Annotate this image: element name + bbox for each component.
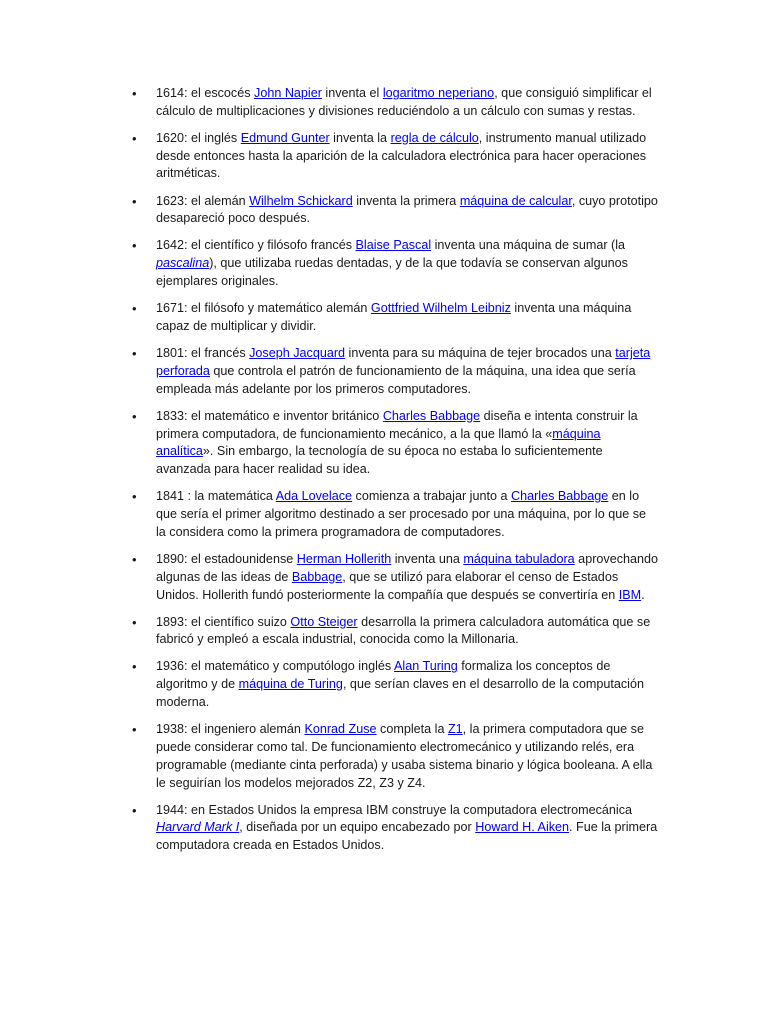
timeline-item [132,802,658,855]
entry-text: inventa una máquina capaz de multiplicar y dividir. [156,301,632,333]
bullet-icon: • [132,802,137,818]
wiki-link[interactable]: logaritmo neperiano [382,86,495,100]
wiki-link[interactable]: Edmund Gunter [240,130,330,145]
timeline-item [132,721,658,792]
entry-text: completa la [376,722,448,737]
wiki-link[interactable]: Harvard Mark I [156,820,240,835]
timeline-item [132,408,658,479]
wiki-link[interactable]: tarjeta perforada [156,346,651,378]
bullet-icon: • [132,551,137,567]
entry-text: 1620: el inglés [156,130,241,145]
timeline-item [132,300,658,336]
wiki-link[interactable]: pascalina [156,256,210,271]
timeline-item [132,193,658,229]
entry-text: en lo que sería el primer algoritmo destinado a ser procesado por una máquina, por lo que se la considera como la primera programadora de computadores. [156,489,647,539]
entry-text: 1890: el estadounidense [156,551,297,566]
entry-text: inventa una máquina de sumar (la [431,238,626,253]
entry-text: inventa el [321,86,383,100]
bullet-icon: • [132,130,137,146]
entry-text: 1801: el francés [156,346,250,361]
entry-text: comienza a trabajar junto a [352,489,511,504]
bullet-icon: • [132,238,137,254]
wiki-link[interactable]: Joseph Jacquard [249,346,346,361]
timeline-item [132,130,658,183]
entry-text: 1671: el filósofo y matemático alemán [156,301,371,316]
entry-text: 1642: el científico y filósofo francés [156,238,356,253]
entry-text: desarrolla la primera calculadora automática que se fabricó y empleó a escala industrial, conocida como la Millonaria. [156,614,651,647]
bullet-icon: • [132,722,137,738]
entry-text: aprovechando algunas de las ideas de [156,551,659,584]
wiki-link[interactable]: máquina analítica [156,426,601,459]
wiki-link[interactable]: Wilhelm Schickard [249,193,353,208]
entry-text: , que se utilizó para elaborar el censo de Estados Unidos. Hollerith fundó posteriormente la compañía que después se convertiría en [156,569,619,602]
entry-text: . [641,587,645,602]
bullet-icon: • [132,408,137,424]
entry-text: inventa para su máquina de tejer brocados una [345,346,616,361]
timeline-item [132,614,658,650]
entry-text: formaliza los conceptos de algoritmo y de [156,659,611,692]
entry-text: 1944: en Estados Unidos la empresa IBM construye la computadora electromecánica [156,802,633,817]
entry-text: , la primera computadora que se puede considerar como tal. De funcionamiento electromecánico y utilizando relés, era programable (mediante cinta perforada) y usaba sistema binario y lógica booleana. A ella le seguirían los modelos mejorados Z2, Z3 y Z4. [156,722,653,790]
entry-text: 1623: el alemán [156,193,250,208]
entry-text: , que consiguió simplificar el cálculo de multiplicaciones y divisiones reduciéndolo a un cálculo con sumas y restas. [156,86,652,118]
entry-text: 1936: el matemático y computólogo inglés [156,659,395,674]
wiki-link[interactable]: Alan Turing [394,659,458,674]
wiki-link[interactable]: máquina tabuladora [463,551,575,566]
timeline-item [132,488,658,541]
entry-text: inventa la primera [352,193,460,208]
timeline-item [132,85,658,121]
wiki-link[interactable]: Ada Lovelace [275,489,353,504]
wiki-link[interactable]: Howard H. Aiken [475,820,570,835]
entry-text: 1833: el matemático e inventor británico [156,408,383,423]
wiki-link[interactable]: Herman Hollerith [296,551,392,566]
wiki-link[interactable]: Charles Babbage [510,489,609,504]
timeline-item [132,237,658,290]
history-timeline-list [132,85,659,864]
entry-text: 1841 : la matemática [156,489,276,504]
bullet-icon: • [132,301,137,317]
entry-text: inventa la [329,130,391,145]
timeline-item [132,658,658,711]
wiki-link[interactable]: Gottfried Wilhelm Leibniz [370,301,511,316]
wiki-link[interactable]: Z1 [447,722,463,737]
entry-text: , diseñada por un equipo encabezado por [239,820,476,835]
wiki-link[interactable]: Charles Babbage [382,408,481,423]
entry-text: que controla el patrón de funcionamiento de la máquina, una idea que sería empleada más adelante por los primeros computadores. [156,363,636,396]
bullet-icon: • [132,86,137,101]
wiki-link[interactable]: Konrad Zuse [304,722,377,737]
wiki-link[interactable]: John Napier [254,86,322,100]
timeline-item [132,345,658,398]
wiki-link[interactable]: máquina de calcular [459,193,572,208]
entry-text: 1893: el científico suizo [156,614,291,629]
bullet-icon: • [132,489,137,505]
wiki-link[interactable]: Blaise Pascal [355,238,432,253]
entry-text: , cuyo prototipo desapareció poco después. [156,193,658,226]
timeline-item [132,551,659,604]
bullet-icon: • [132,659,137,675]
bullet-icon: • [132,193,137,209]
entry-text: . Fue la primera computadora creada en Estados Unidos. [156,820,658,853]
entry-text: 1938: el ingeniero alemán [156,722,305,737]
wiki-link[interactable]: máquina de Turing [238,677,343,692]
wiki-link[interactable]: regla de cálculo [390,130,479,145]
entry-text: , instrumento manual utilizado desde entonces hasta la aparición de la calculadora electrónica para hacer operaciones aritméticas. [156,130,647,181]
wiki-link[interactable]: IBM [618,587,642,602]
bullet-icon: • [132,614,137,630]
entry-text: ». Sin embargo, la tecnología de su época no estaba lo suficientemente avanzada para hacer realidad su idea. [156,444,603,477]
bullet-icon: • [132,346,137,362]
entry-text: 1614: el escocés [156,86,255,100]
entry-text: diseña e intenta construir la primera computadora, de funcionamiento mecánico, a la que llamó la « [156,408,638,441]
entry-text: , que serían claves en el desarrollo de la computación moderna. [156,677,644,710]
wiki-link[interactable]: Babbage [291,569,343,584]
entry-text: ), que utilizaba ruedas dentadas, y de la que todavía se conservan algunos ejemplares originales. [156,256,628,289]
entry-text: inventa una [391,551,464,566]
wiki-link[interactable]: Otto Steiger [290,614,358,629]
